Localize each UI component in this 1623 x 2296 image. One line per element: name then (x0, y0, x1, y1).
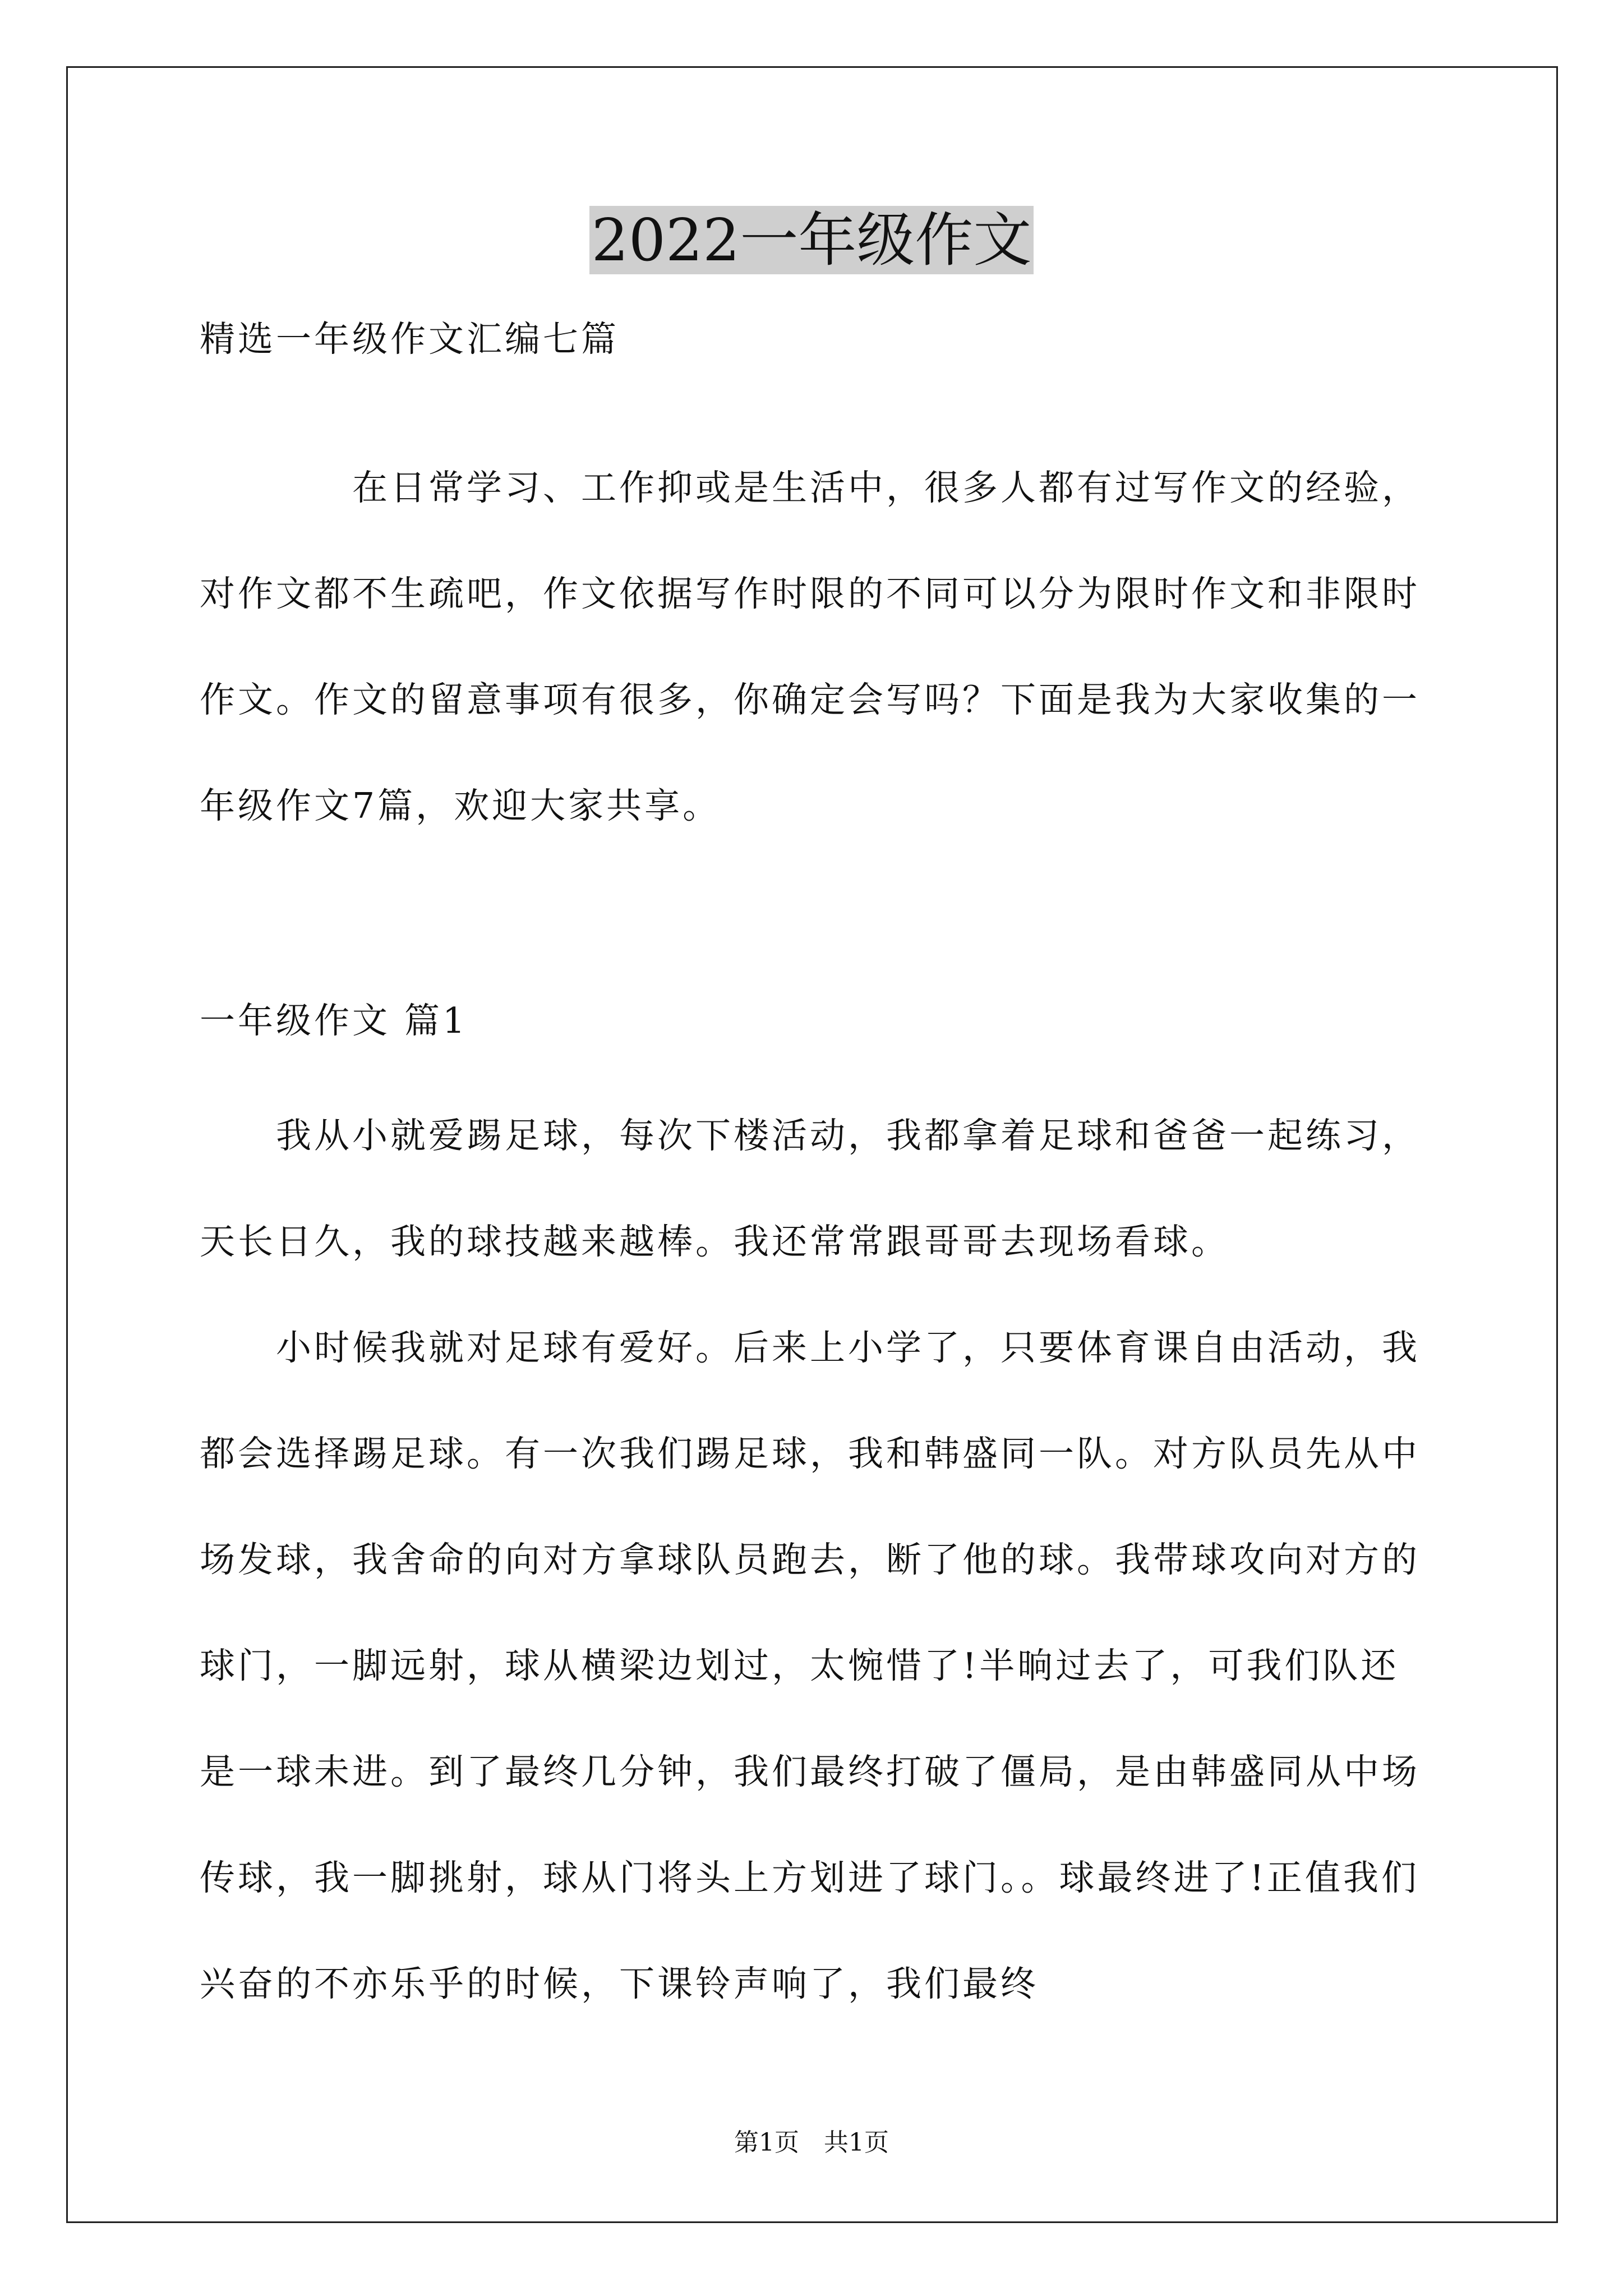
body-paragraph-1: 我从小就爱踢足球，每次下楼活动，我都拿着足球和爸爸一起练习，天长日久，我的球技越来越棒。我还常常跟哥哥去现场看球。 (200, 1115, 1420, 1262)
page-title (0, 201, 1623, 279)
page-footer: 第1页 共1页 (734, 2128, 889, 2157)
section-heading: 一年级作文 篇1 (200, 1000, 468, 1041)
body-paragraph-2: 小时候我就对足球有爱好。后来上小学了，只要体育课自由活动，我都会选择踢足球。有一次我们踢足球，我和韩盛同一队。对方队员先从中场发球，我舍命的向对方拿球队员跑去，断了他的球。我带球攻向对方的球门，一脚远射，球从横梁边划过，太惋惜了!半晌过去了，可我们队还是一球未进。到了最终几分钟，我们最终打破了僵局，是由韩盛同从中场传球，我一脚挑射，球从门将头上方划进了球门。。球最终进了!正值我们兴奋的不亦乐乎的时候，下课铃声响了，我们最终 (200, 1327, 1420, 2004)
document-subtitle: 精选一年级作文汇编七篇 (200, 319, 619, 360)
page-title-text: 2022一年级作文 (589, 206, 1034, 274)
intro-paragraph: 在日常学习、工作抑或是生活中，很多人都有过写作文的经验，对作文都不生疏吧，作文依据写作时限的不同可以分为限时作文和非限时作文。作文的留意事项有很多，你确定会写吗？下面是我为大家收集的一年级作文7篇，欢迎大家共享。 (200, 467, 1420, 826)
